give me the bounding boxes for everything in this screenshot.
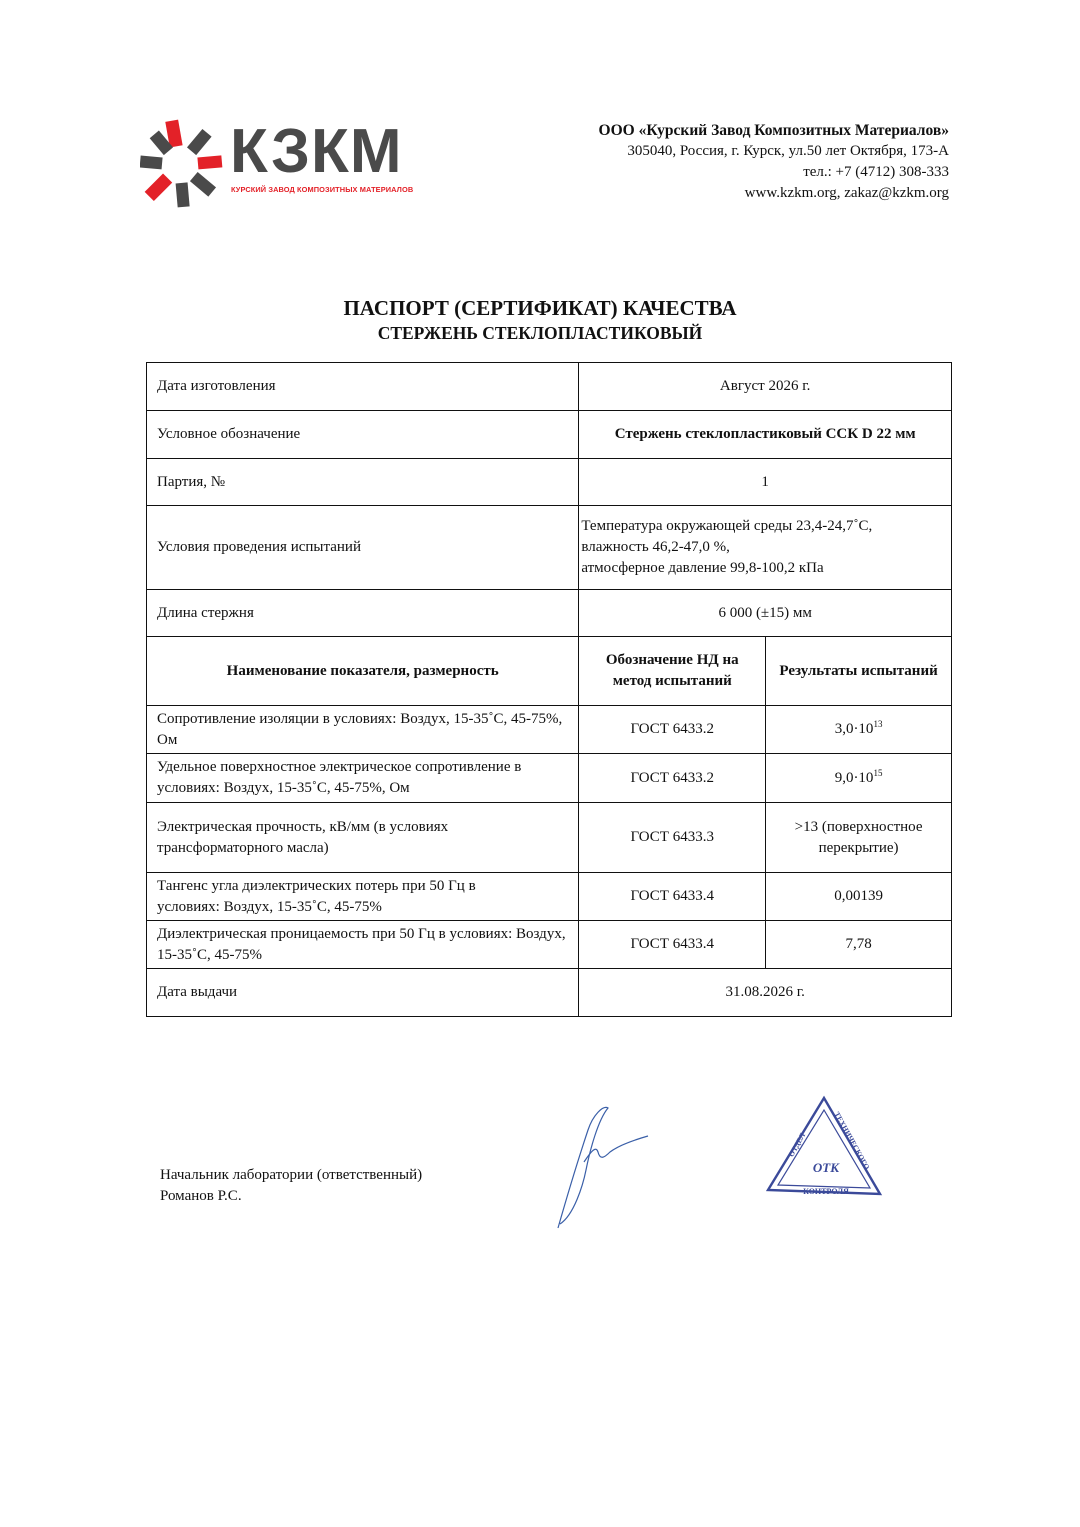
tests-header-row bbox=[147, 637, 952, 706]
stamp-left-text: ОТДЕЛ bbox=[786, 1131, 808, 1159]
stamp-right-text: ТЕХНИЧЕСКОГО bbox=[832, 1110, 872, 1172]
test-name: Электрическая прочность, кВ/мм (в условиях трансформаторного масла) bbox=[147, 803, 579, 873]
row-designation bbox=[147, 411, 952, 459]
star-logo-icon bbox=[140, 118, 224, 210]
test-result bbox=[766, 754, 952, 803]
table-row bbox=[147, 873, 952, 921]
signer-block bbox=[160, 1165, 422, 1207]
test-method: ГОСТ 6433.2 bbox=[579, 754, 766, 803]
test-result: 7,78 bbox=[766, 921, 952, 969]
manufacture-date-value: Август 2026 г. bbox=[579, 363, 952, 411]
row-test-conditions bbox=[147, 506, 952, 590]
designation-value: Стержень стеклопластиковый ССК D 22 мм bbox=[579, 411, 952, 459]
handwritten-signature bbox=[548, 1100, 658, 1235]
certificate-table bbox=[146, 362, 952, 1017]
company-web-email: www.kzkm.org, zakaz@kzkm.org bbox=[744, 185, 949, 201]
stamp-center-text: ОТК bbox=[812, 1160, 840, 1175]
title-line-1: ПАСПОРТ (СЕРТИФИКАТ) КАЧЕСТВА bbox=[343, 296, 737, 320]
signer-name: Романов Р.С. bbox=[160, 1188, 242, 1204]
test-name: Тангенс угла диэлектрических потерь при 50 Гц в условиях: Воздух, 15-35˚С, 45-75% bbox=[147, 873, 579, 921]
table-row bbox=[147, 706, 952, 754]
row-rod-length bbox=[147, 590, 952, 637]
logo-wordmark: КЗКМ bbox=[230, 117, 403, 186]
table-row bbox=[147, 803, 952, 873]
logo-tagline: КУРСКИЙ ЗАВОД КОМПОЗИТНЫХ МАТЕРИАЛОВ bbox=[231, 185, 414, 194]
company-address: 305040, Россия, г. Курск, ул.50 лет Октября, 173-А bbox=[627, 143, 949, 159]
result-base: 3,0·10 bbox=[834, 721, 874, 737]
row-manufacture-date bbox=[147, 363, 952, 411]
conditions-temperature: Температура окружающей среды 23,4-24,7˚С, bbox=[581, 518, 873, 534]
test-conditions-value bbox=[579, 506, 952, 590]
company-details bbox=[599, 120, 949, 204]
test-name: Удельное поверхностное электрическое сопротивление в условиях: Воздух, 15-35˚С, 45-75%, Ом bbox=[147, 754, 579, 803]
issue-date-label: Дата выдачи bbox=[147, 969, 579, 1017]
test-name: Диэлектрическая проницаемость при 50 Гц в условиях: Воздух, 15-35˚С, 45-75% bbox=[147, 921, 579, 969]
test-result bbox=[766, 706, 952, 754]
table-row bbox=[147, 921, 952, 969]
table-row bbox=[147, 754, 952, 803]
issue-date-value: 31.08.2026 г. bbox=[579, 969, 952, 1017]
test-conditions-label: Условия проведения испытаний bbox=[147, 506, 579, 590]
test-name: Сопротивление изоляции в условиях: Воздух, 15-35˚С, 45-75%, Ом bbox=[147, 706, 579, 754]
batch-value: 1 bbox=[579, 459, 952, 506]
test-method: ГОСТ 6433.3 bbox=[579, 803, 766, 873]
conditions-pressure: атмосферное давление 99,8-100,2 кПа bbox=[581, 560, 824, 576]
document-title bbox=[0, 295, 1080, 345]
signer-position: Начальник лаборатории (ответственный) bbox=[160, 1167, 423, 1183]
designation-label: Условное обозначение bbox=[147, 411, 579, 459]
company-logo bbox=[140, 118, 440, 210]
test-method: ГОСТ 6433.4 bbox=[579, 921, 766, 969]
result-base: 9,0·10 bbox=[834, 769, 874, 786]
header-test-method: Обозначение НД на метод испытаний bbox=[579, 637, 766, 706]
result-exponent: 15 bbox=[873, 767, 883, 778]
batch-label: Партия, № bbox=[147, 459, 579, 506]
test-method: ГОСТ 6433.4 bbox=[579, 873, 766, 921]
company-phone: тел.: +7 (4712) 308-333 bbox=[803, 164, 949, 180]
manufacture-date-label: Дата изготовления bbox=[147, 363, 579, 411]
row-batch bbox=[147, 459, 952, 506]
header-indicator-name: Наименование показателя, размерность bbox=[147, 637, 579, 706]
stamp-bottom-text: КОНТРОЛЯ bbox=[803, 1187, 849, 1196]
test-result: >13 (поверхностное перекрытие) bbox=[766, 803, 952, 873]
rod-length-value: 6 000 (±15) мм bbox=[579, 590, 952, 637]
result-exponent: 13 bbox=[873, 719, 883, 729]
rod-length-label: Длина стержня bbox=[147, 590, 579, 637]
otk-stamp bbox=[760, 1094, 885, 1206]
header-test-result: Результаты испытаний bbox=[766, 637, 952, 706]
company-name: ООО «Курский Завод Композитных Материалов» bbox=[598, 122, 949, 139]
test-result: 0,00139 bbox=[766, 873, 952, 921]
row-issue-date bbox=[147, 969, 952, 1017]
title-line-2: СТЕРЖЕНЬ СТЕКЛОПЛАСТИКОВЫЙ bbox=[377, 323, 703, 343]
test-method: ГОСТ 6433.2 bbox=[579, 706, 766, 754]
conditions-humidity: влажность 46,2-47,0 %, bbox=[581, 539, 730, 555]
